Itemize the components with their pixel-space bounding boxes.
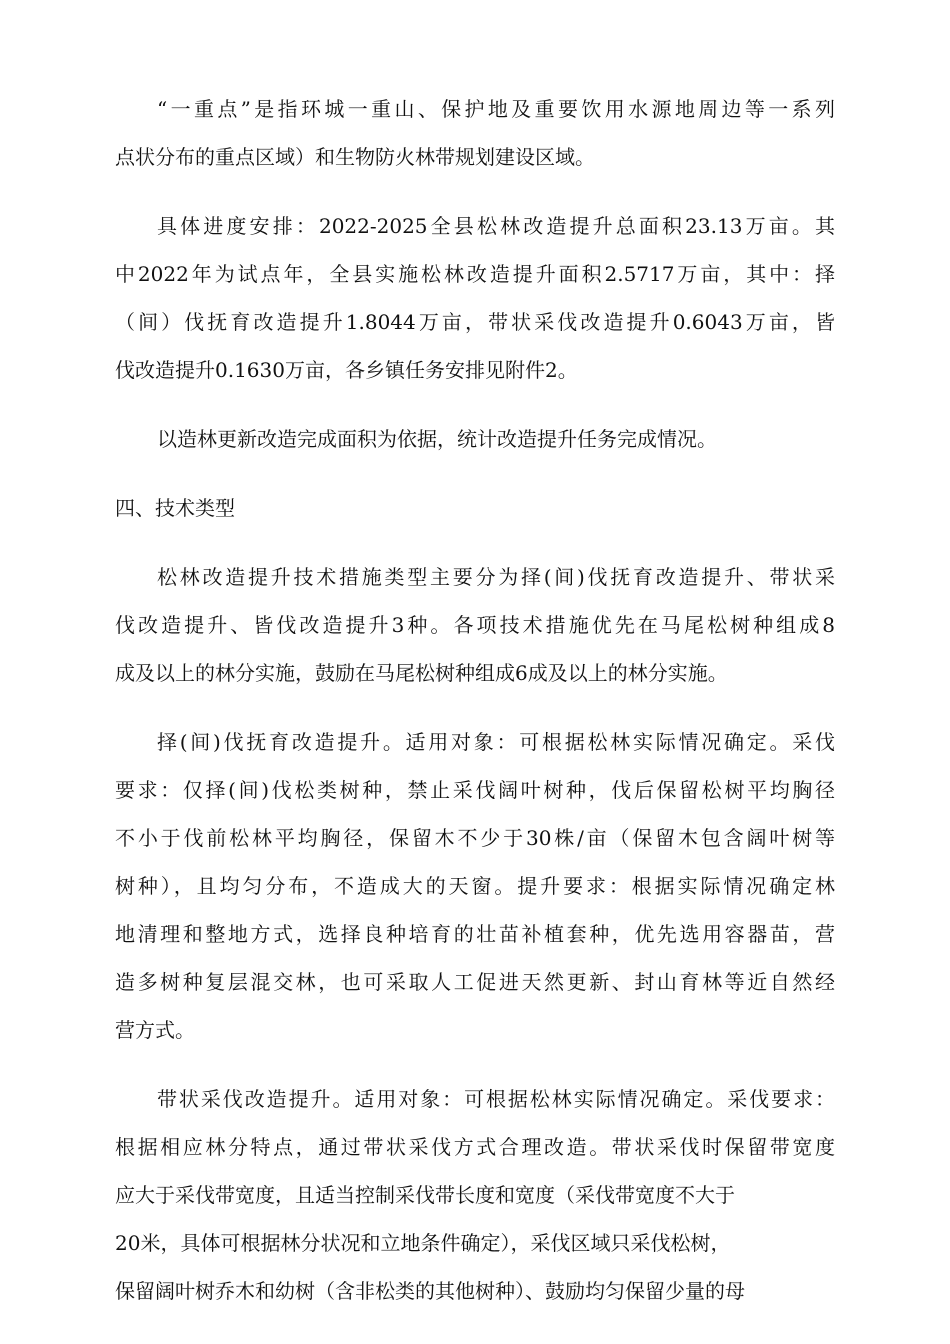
text-line: 要求：仅择(间)伐松类树种，禁止采伐阔叶树种，伐后保留松树平均胸径 [115, 778, 835, 802]
document-body [115, 85, 835, 1336]
paragraph-technical-types-overview [115, 553, 835, 697]
text-line: 松林改造提升技术措施类型主要分为择(间)伐抚育改造提升、带状采 [157, 565, 835, 589]
paragraph-schedule [115, 202, 835, 394]
text-line: 伐改造提升、皆伐改造提升3种。各项技术措施优先在马尾松树种组成8 [115, 613, 835, 637]
text-line: 中2022年为试点年，全县实施松林改造提升面积2.5717万亩，其中：择 [115, 262, 835, 286]
text-line: 应大于采伐带宽度，且适当控制采伐带长度和宽度（采伐带宽度不大于 [115, 1183, 735, 1207]
text-line: 造多树种复层混交林，也可采取人工促进天然更新、封山育林等近自然经 [115, 970, 835, 994]
text-line: 点状分布的重点区域）和生物防火林带规划建设区域。 [115, 145, 595, 169]
paragraph-key-area-definition [115, 85, 835, 181]
text-line: 择(间)伐抚育改造提升。适用对象：可根据松林实际情况确定。采伐 [157, 730, 835, 754]
section-heading-technical-types [115, 484, 835, 532]
text-line: 地清理和整地方式，选择良种培育的壮苗补植套种，优先选用容器苗，营 [115, 922, 835, 946]
paragraph-strip-cutting [115, 1075, 835, 1315]
text-line: 保留阔叶树乔木和幼树（含非松类的其他树种）、鼓励均匀保留少量的母 [115, 1279, 745, 1303]
text-line: 带状采伐改造提升。适用对象：可根据松林实际情况确定。采伐要求： [157, 1087, 835, 1111]
text-line: “一重点”是指环城一重山、保护地及重要饮用水源地周边等一系列 [157, 97, 835, 121]
text-line: 以造林更新改造完成面积为依据，统计改造提升任务完成情况。 [157, 427, 717, 451]
text-line: 伐改造提升0.1630万亩，各乡镇任务安排见附件2。 [115, 358, 578, 382]
text-line: 成及以上的林分实施，鼓励在马尾松树种组成6成及以上的林分实施。 [115, 661, 728, 685]
text-line: 20米，具体可根据林分状况和立地条件确定），采伐区域只采伐松树， [115, 1231, 731, 1255]
text-line: 根据相应林分特点，通过带状采伐方式合理改造。带状采伐时保留带宽度 [115, 1135, 835, 1159]
paragraph-statistics-basis [115, 415, 835, 463]
section-heading: 四、技术类型 [115, 496, 235, 520]
paragraph-selective-thinning [115, 718, 835, 1054]
text-line: 营方式。 [115, 1018, 195, 1042]
text-line: 具体进度安排：2022-2025全县松林改造提升总面积23.13万亩。其 [157, 214, 835, 238]
text-line: 不小于伐前松林平均胸径，保留木不少于30株/亩（保留木包含阔叶树等 [115, 826, 835, 850]
text-line: 树种），且均匀分布，不造成大的天窗。提升要求：根据实际情况确定林 [115, 874, 835, 898]
text-line: （间）伐抚育改造提升1.8044万亩，带状采伐改造提升0.6043万亩，皆 [115, 310, 835, 334]
